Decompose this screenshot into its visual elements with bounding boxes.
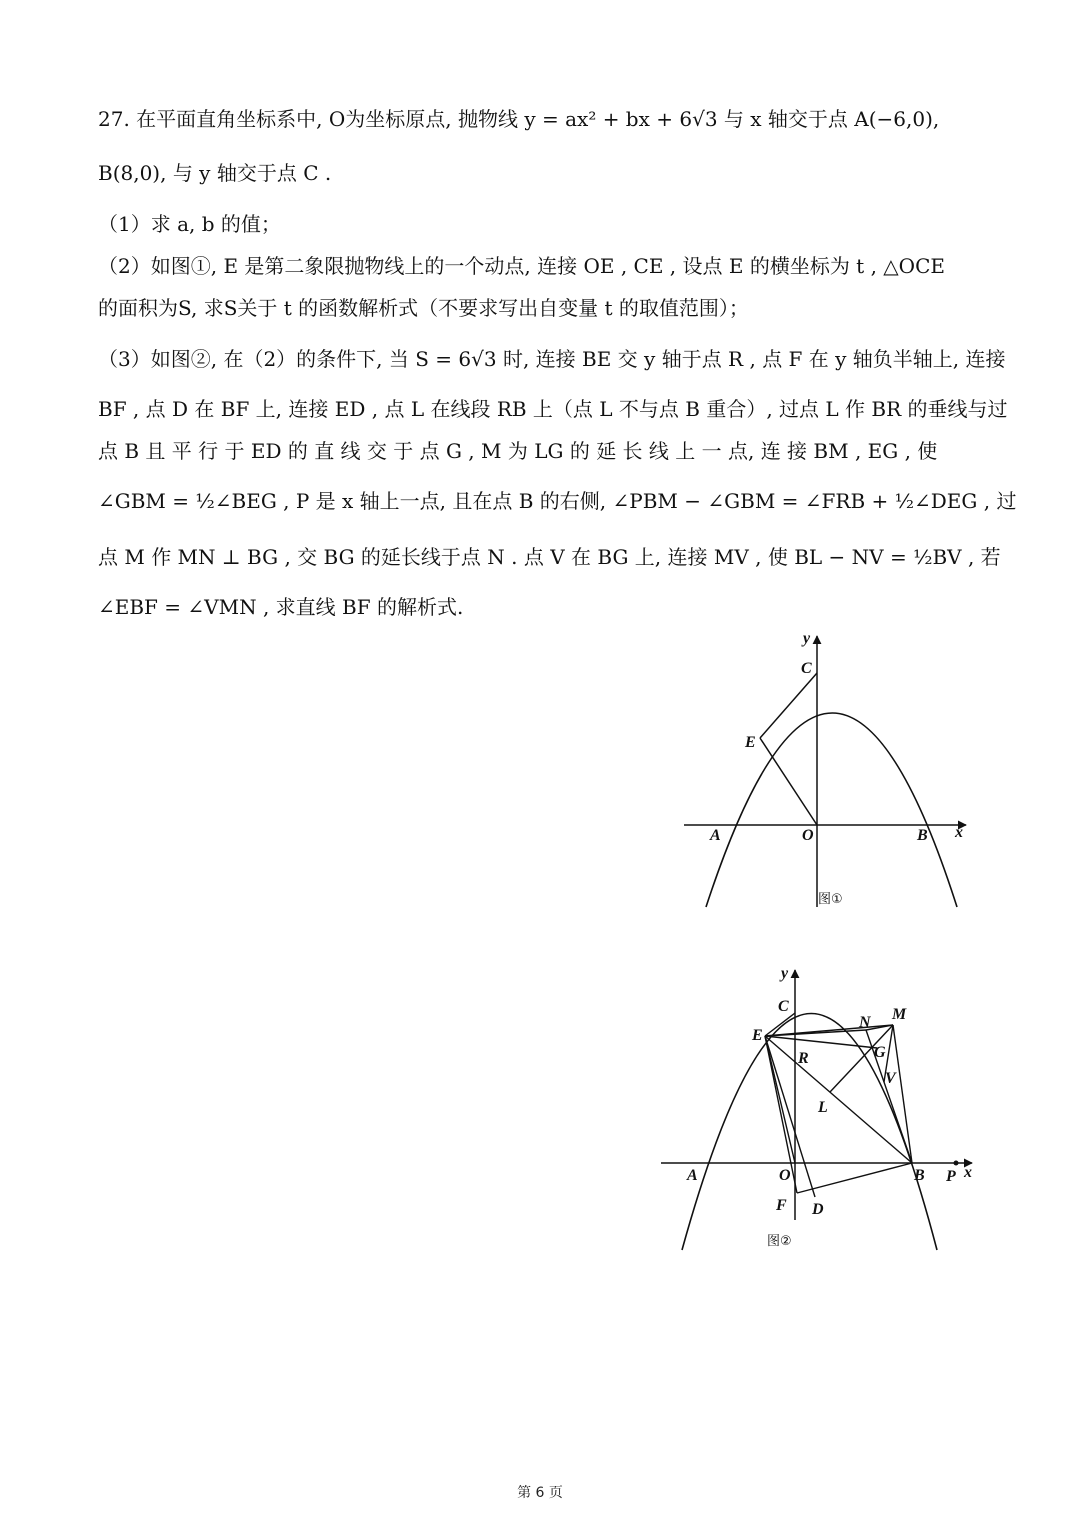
segment-em xyxy=(765,1025,893,1036)
label-m: M xyxy=(892,1006,907,1023)
segment-ce xyxy=(760,673,817,738)
label-n: N xyxy=(859,1014,871,1031)
label-c: C xyxy=(778,998,789,1015)
label-d: D xyxy=(812,1201,824,1218)
problem-line-5: 的面积为S, 求S关于 t 的函数解析式（不要求写出自变量 t 的取值范围）； xyxy=(98,296,749,320)
problem-line-7: BF , 点 D 在 BF 上, 连接 ED , 点 L 在线段 RB 上（点 L 不与点 B 重合）, 过点 L 作 BR 的垂线与过 xyxy=(98,397,1008,421)
label-v: V xyxy=(885,1070,896,1087)
label-o: O xyxy=(802,827,814,844)
problem-line-4: （2）如图①, E 是第二象限抛物线上的一个动点, 连接 OE , CE , 设点 E 的横坐标为 t , △OCE xyxy=(98,254,945,278)
problem-line-9: ∠GBM = ½∠BEG , P 是 x 轴上一点, 且在点 B 的右侧, ∠PBM − ∠GBM = ∠FRB + ½∠DEG , 过 xyxy=(98,489,1017,513)
label-o: O xyxy=(779,1167,791,1184)
label-r: R xyxy=(798,1050,809,1067)
label-y: y xyxy=(803,630,811,647)
label-x: x xyxy=(955,824,963,841)
point-p xyxy=(954,1161,959,1166)
label-e: E xyxy=(752,1027,763,1044)
label-l: L xyxy=(818,1099,828,1116)
problem-line-1: 27. 在平面直角坐标系中, O为坐标原点, 抛物线 y = ax² + bx + 6√3 与 x 轴交于点 A(−6,0), xyxy=(98,107,940,131)
parabola xyxy=(706,713,957,907)
label-y: y xyxy=(781,965,789,982)
label-c: C xyxy=(801,660,812,677)
label-f: F xyxy=(776,1197,787,1214)
figure-1 xyxy=(680,625,980,915)
label-x: x xyxy=(964,1164,972,1181)
problem-line-10: 点 M 作 MN ⊥ BG , 交 BG 的延长线于点 N . 点 V 在 BG 上, 连接 MV , 使 BL − NV = ½BV , 若 xyxy=(98,545,1001,569)
problem-line-8: 点 B 且 平 行 于 ED 的 直 线 交 于 点 G , M 为 LG 的 延 长 线 上 一 点, 连 接 BM , EG , 使 xyxy=(98,439,938,463)
figure-1-caption: 图① xyxy=(818,892,843,907)
segment-oe xyxy=(760,738,817,825)
label-a: A xyxy=(710,827,721,844)
figure-2-caption: 图② xyxy=(767,1234,792,1249)
problem-line-3: （1）求 a, b 的值； xyxy=(98,212,281,236)
label-g: G xyxy=(874,1044,886,1061)
label-e: E xyxy=(745,734,756,751)
label-b: B xyxy=(917,827,928,844)
problem-line-2: B(8,0), 与 y 轴交于点 C . xyxy=(98,161,332,185)
problem-line-11: ∠EBF = ∠VMN , 求直线 BF 的解析式. xyxy=(98,595,464,619)
figure-2 xyxy=(655,960,985,1260)
page-number: 第 6 页 xyxy=(517,1485,563,1501)
segment-bm xyxy=(893,1025,912,1163)
label-p: P xyxy=(946,1168,956,1185)
segment-eg xyxy=(765,1036,877,1048)
label-a: A xyxy=(687,1167,698,1184)
segment-bf xyxy=(797,1163,912,1193)
problem-line-6: （3）如图②, 在（2）的条件下, 当 S = 6√3 时, 连接 BE 交 y 轴于点 R , 点 F 在 y 轴负半轴上, 连接 xyxy=(98,347,1006,371)
label-b: B xyxy=(914,1167,925,1184)
parabola xyxy=(682,1014,937,1251)
segment-ce xyxy=(765,1013,795,1036)
